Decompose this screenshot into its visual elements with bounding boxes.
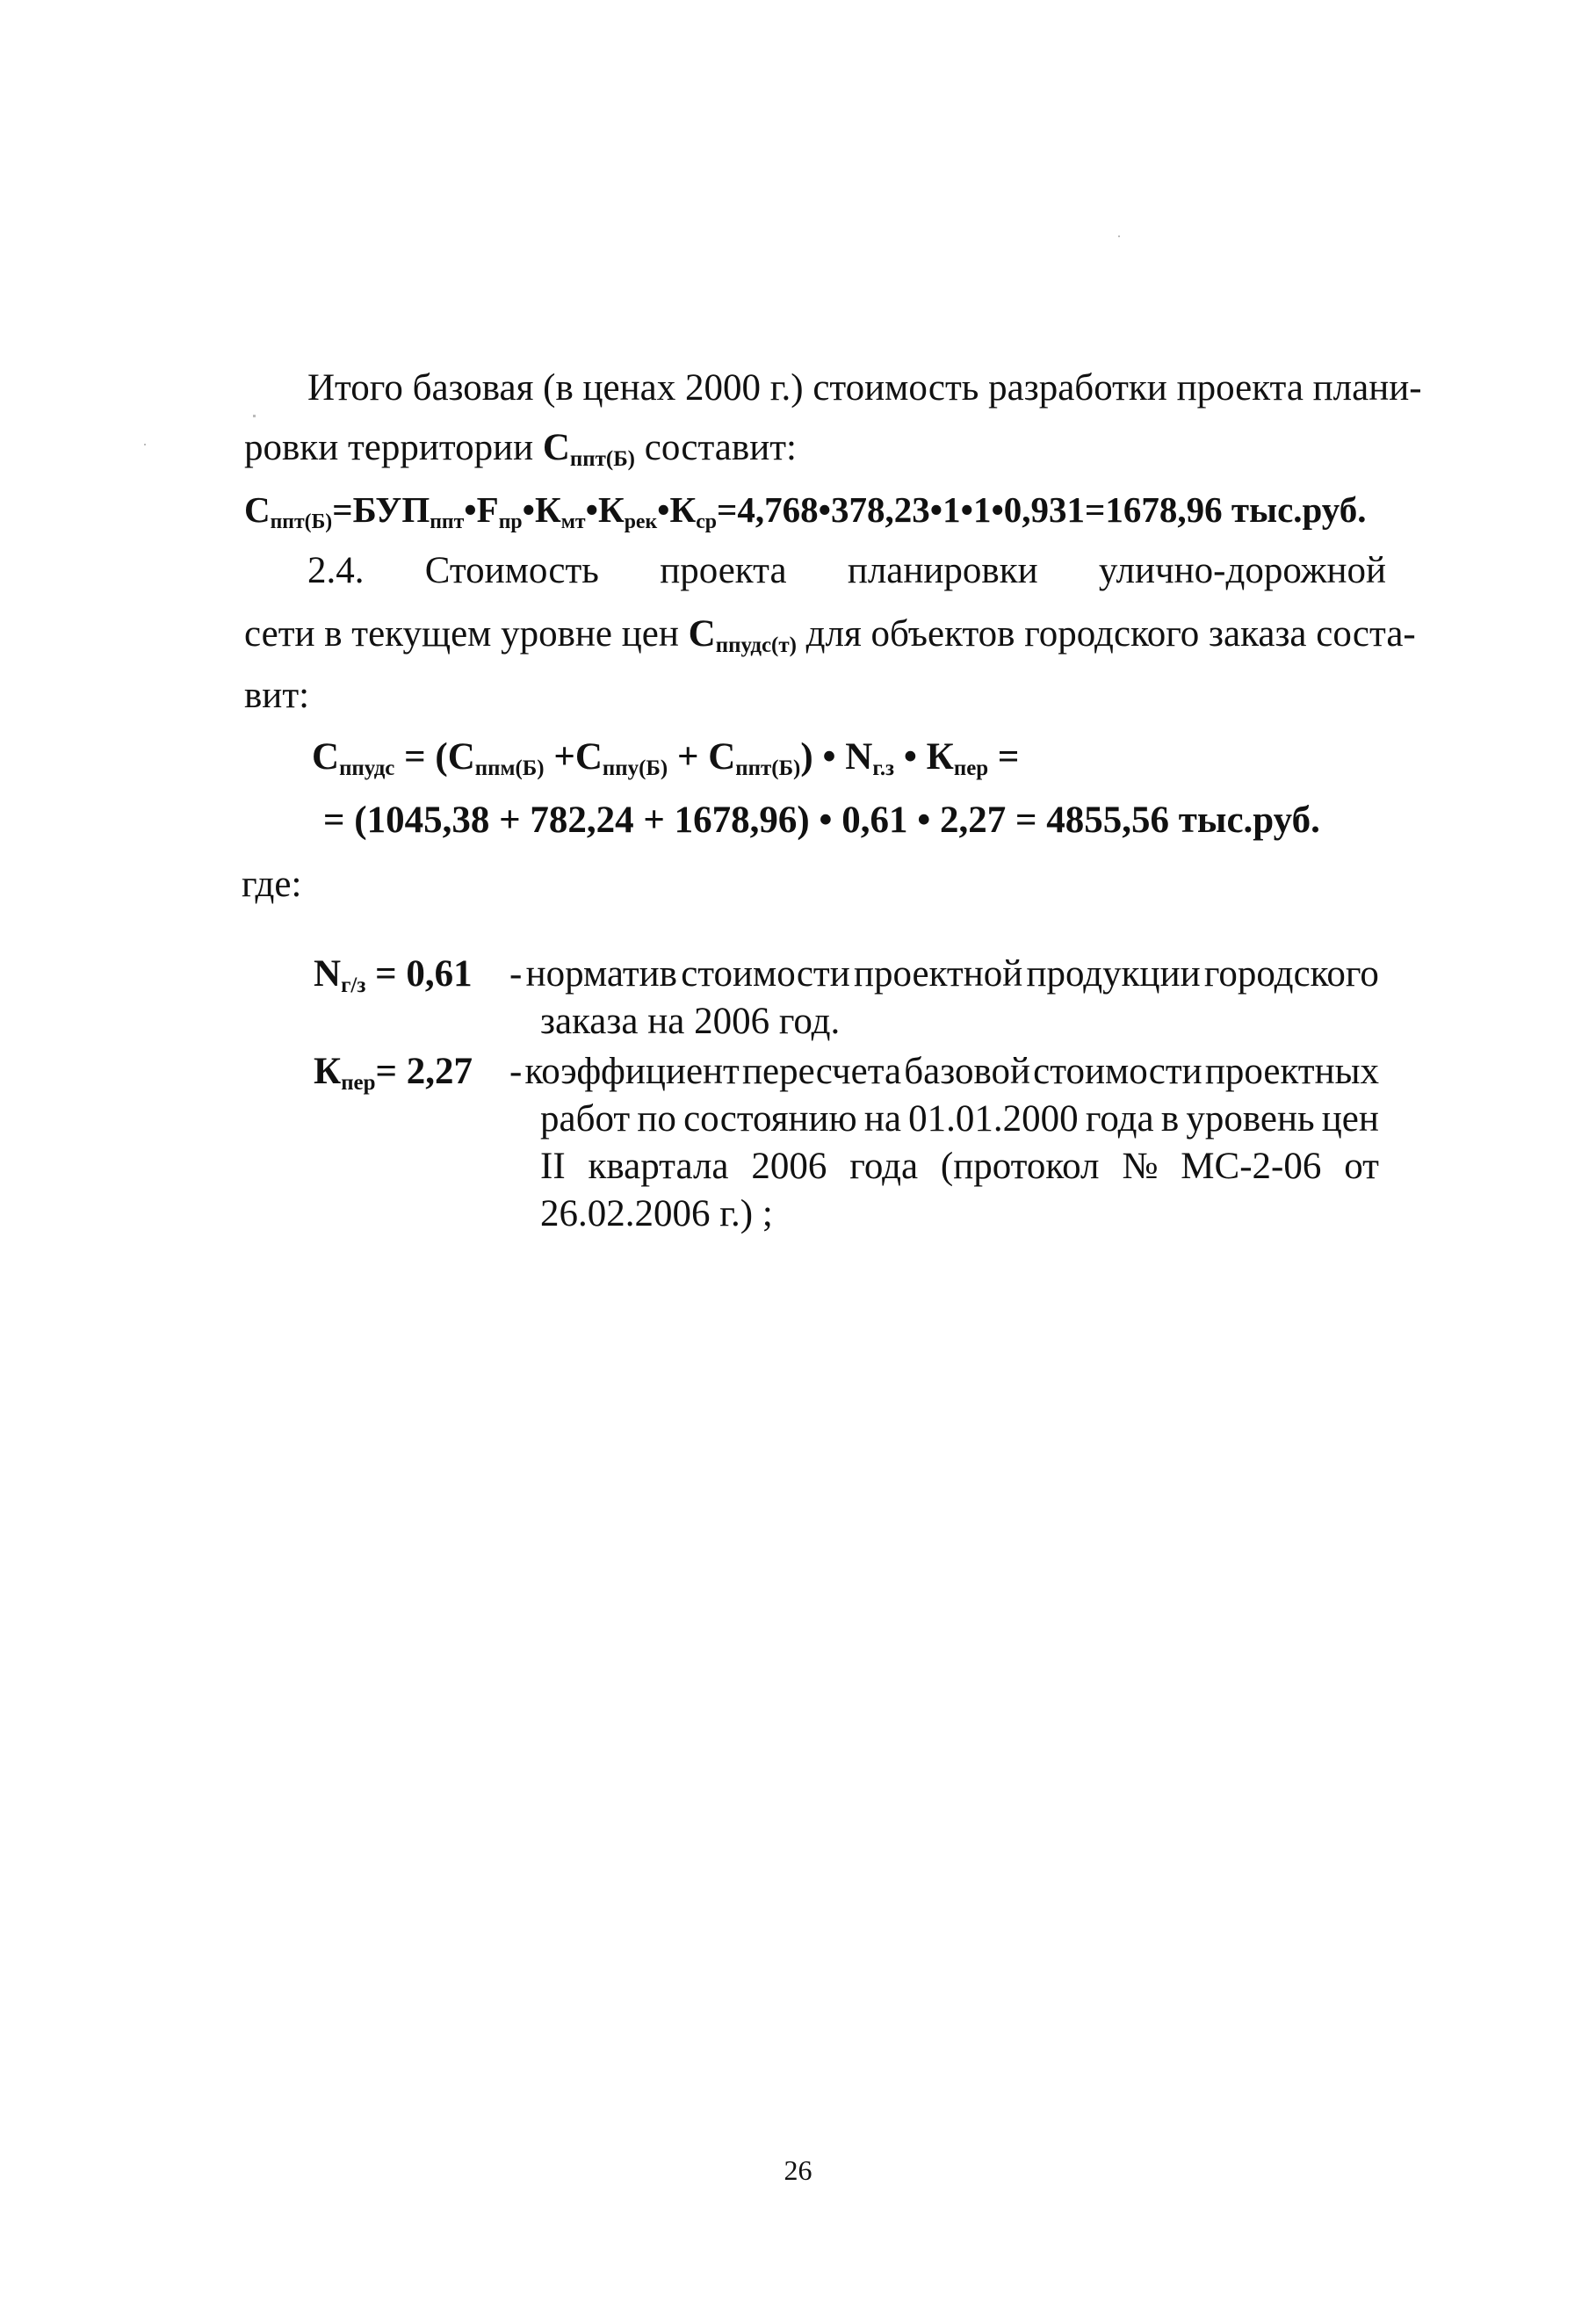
scan-speck	[253, 415, 256, 417]
where-label: где:	[242, 864, 302, 905]
paragraph-1-line-2	[244, 427, 797, 471]
paragraph-1-line-1	[307, 369, 1422, 407]
definition-k-desc-line-2: работ по состоянию на 01.01.2000 года в уровень цен	[540, 1098, 1379, 1140]
definition-n-desc-line-2: заказа на 2006 год.	[540, 1001, 841, 1042]
definition-k-symbol: $К_{пер}= 2,27$	[314, 1051, 473, 1095]
section-2-4-line-1: 2.4. Стоимость проекта планировки улично-дорожной	[307, 550, 1386, 591]
formula-ppt: $С_{ппт(Б)}=БУП_{ппт}•F_{пр}•К_{мт}•К_{рек}•К_{ср}=4,768•378,23•1•1•0,931=1678,96$ тыс.руб.	[244, 489, 1367, 533]
scan-speck	[144, 444, 146, 445]
section-2-4-line-3: вит:	[244, 675, 310, 716]
formula-ppuds-line-2: = (1045,38 + 782,24 + 1678,96) • 0,61 • 2,27 = 4855,56 тыс.руб.	[323, 800, 1320, 841]
text: составит:	[635, 427, 797, 468]
definition-k-desc-line-3: II квартала 2006 года (протокол № МС-2-06 от	[540, 1146, 1379, 1187]
page-number: 26	[784, 2154, 812, 2186]
variable-c-ppuds: $С_{ппудс(т)}$	[688, 613, 797, 657]
scan-speck	[1118, 235, 1120, 237]
definition-k-desc-line-1: - коэффициент пересчета базовой стоимости проектных	[509, 1051, 1379, 1092]
definition-k-desc-line-4: 26.02.2006 г.) ;	[540, 1193, 773, 1234]
formula-ppuds-line-1: $С_{ппудс} = (С_{ппм(Б)} +С_{ппу(Б)} + С_{ппт(Б)})$ • $N_{г.з}$ • $К_{пер}$ =	[312, 736, 1020, 780]
variable-c-ppt: $С_{ппт(Б)}$	[542, 427, 635, 471]
text: Итого базовая (в ценах 2000 г.) стоимость разработки проекта плани-	[307, 367, 1422, 409]
text: ровки территории	[244, 427, 543, 468]
definition-n-desc-line-1: - норматив стоимости проектной продукции городского	[509, 953, 1379, 995]
section-2-4-line-2: сети в текущем уровне цен $С_{ппудс(т)}$ для объектов городского заказа соста-	[244, 613, 1416, 657]
definition-n-symbol: $N_{г/з} = 0,61$	[314, 953, 473, 997]
